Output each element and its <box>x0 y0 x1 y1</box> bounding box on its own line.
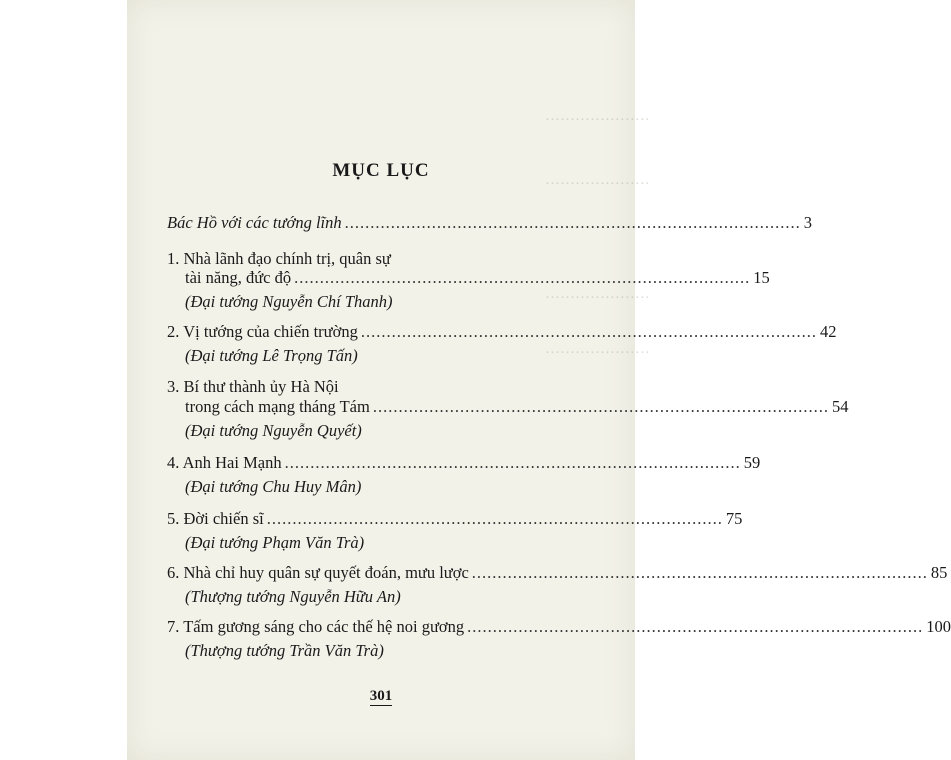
toc-entry-number: 1. <box>167 249 180 268</box>
toc-entry-row[interactable] <box>167 322 837 342</box>
toc-entry-number: 6. <box>167 563 180 582</box>
toc-entry-title: Tấm gương sáng cho các thế hệ noi gương <box>183 617 465 636</box>
toc-entry-number: 3. <box>167 377 180 396</box>
toc-entry-row[interactable] <box>167 617 951 637</box>
toc-intro-title: Bác Hồ với các tướng lĩnh <box>167 213 342 232</box>
toc-entry-author: (Đại tướng Phạm Văn Trà) <box>185 533 365 552</box>
toc-entry-title: Đời chiến sĩ <box>183 509 264 528</box>
page-title: MỤC LỤC <box>332 160 430 181</box>
toc-intro-row[interactable] <box>167 213 812 233</box>
toc-entry-title: Bí thư thành ủy Hà Nội <box>183 377 339 396</box>
toc-entry-title-cont: tài năng, đức độ <box>185 268 292 287</box>
toc-entry-title: Anh Hai Mạnh <box>182 453 282 472</box>
toc-entry-row[interactable] <box>185 268 770 288</box>
leader-dots: ......................................................................................... <box>284 453 741 472</box>
toc-page-number: 100 <box>926 617 951 636</box>
toc-page-number: 3 <box>803 213 812 232</box>
toc-entry-author: (Thượng tướng Trần Văn Trà) <box>185 641 384 660</box>
toc-entry-line[interactable] <box>167 377 339 397</box>
leader-dots: ......................................................................................... <box>360 322 817 341</box>
leader-dots: ......................................................................................... <box>344 213 801 232</box>
folio-number: 301 <box>369 688 393 704</box>
toc-page-number: 42 <box>819 322 837 341</box>
show-through-text: ····················· <box>545 112 650 128</box>
show-through-text: ····················· <box>545 176 650 192</box>
toc-entry-line[interactable] <box>167 249 391 269</box>
toc-page-number: 75 <box>725 509 743 528</box>
toc-entry-number: 5. <box>167 509 180 528</box>
toc-entry-row[interactable] <box>185 397 849 417</box>
toc-entry-row[interactable] <box>167 453 761 473</box>
page-number-footer <box>127 688 635 705</box>
toc-entry-row[interactable] <box>167 509 743 529</box>
toc-entry-author: (Đại tướng Nguyễn Quyết) <box>185 421 362 440</box>
toc-page-number: 54 <box>831 397 849 416</box>
toc-entry-number: 4. <box>167 453 180 472</box>
leader-dots: ......................................................................................... <box>467 617 924 636</box>
show-through-text: ····················· <box>545 290 650 306</box>
toc-entry-number: 7. <box>167 617 180 636</box>
toc-entry-number: 2. <box>167 322 180 341</box>
toc-entry-author: (Đại tướng Chu Huy Mân) <box>185 477 362 496</box>
toc-page-number: 85 <box>930 563 948 582</box>
leader-dots: ......................................................................................... <box>372 397 829 416</box>
toc-page-number: 15 <box>753 268 770 287</box>
toc-entry-title: Nhà chỉ huy quân sự quyết đoán, mưu lược <box>183 563 469 582</box>
toc-entry-title: Vị tướng của chiến trường <box>183 322 358 341</box>
toc-entry-author: (Đại tướng Lê Trọng Tấn) <box>185 346 358 365</box>
toc-entry-row[interactable] <box>167 563 948 583</box>
toc-entry-author: (Đại tướng Nguyễn Chí Thanh) <box>185 292 393 311</box>
toc-entry-title: Nhà lãnh đạo chính trị, quân sự <box>183 249 391 268</box>
toc-page-number: 59 <box>743 453 761 472</box>
leader-dots: ......................................................................................... <box>266 509 723 528</box>
show-through-text: ····················· <box>545 345 650 361</box>
leader-dots: ......................................................................................... <box>471 563 928 582</box>
leader-dots: ......................................................................................... <box>294 268 751 287</box>
toc-entry-author: (Thượng tướng Nguyễn Hữu An) <box>185 587 401 606</box>
toc-entry-title-cont: trong cách mạng tháng Tám <box>185 397 370 416</box>
